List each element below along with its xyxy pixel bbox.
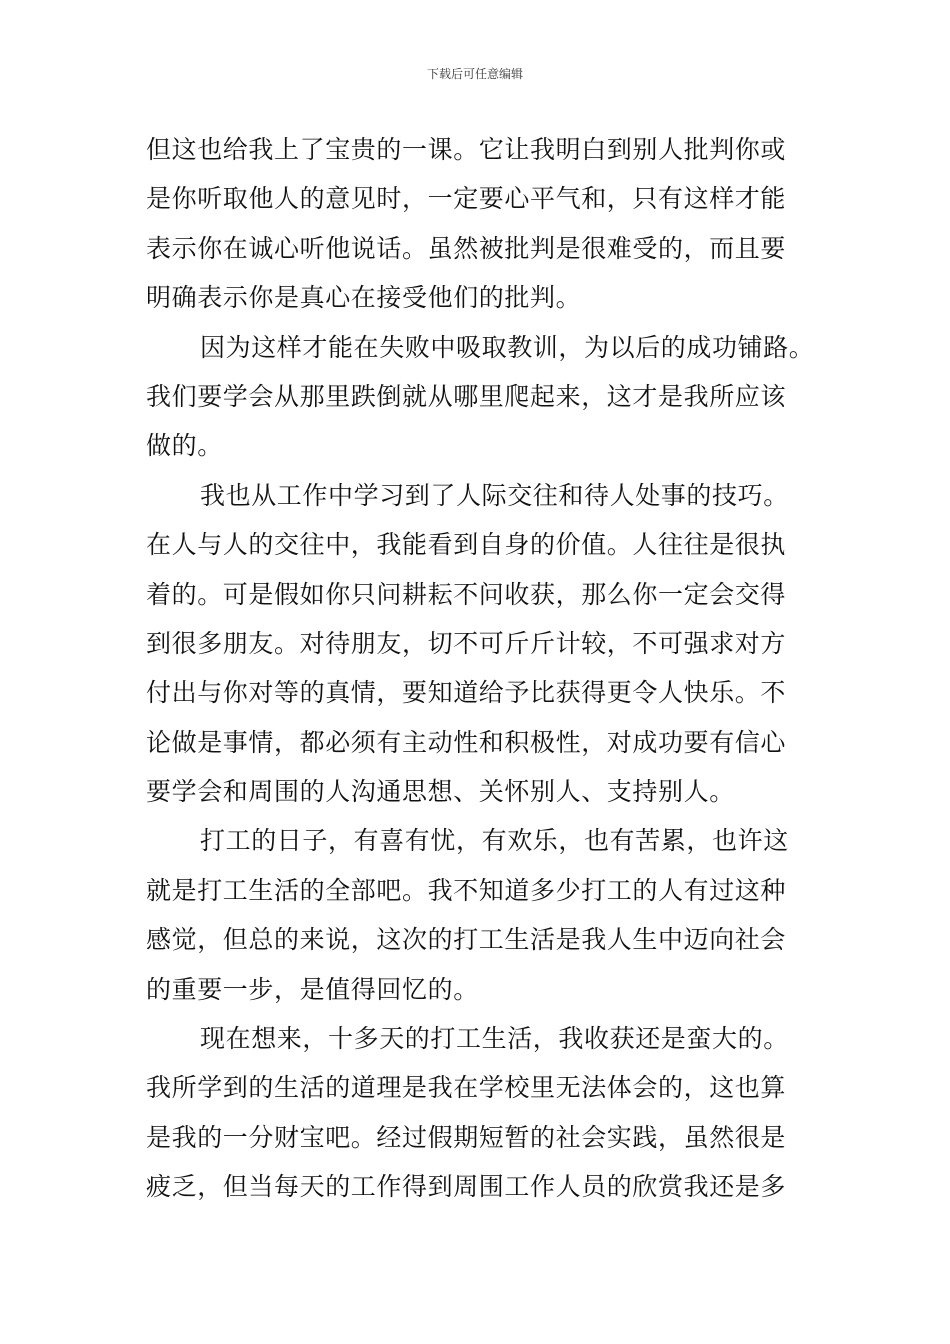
paragraph-first-line: 现在想来，十多天的打工生活，我收获还是蛮大的。 bbox=[200, 1024, 789, 1054]
text-line: 到很多朋友。对待朋友，切不可斤斤计较，不可强求对方 bbox=[146, 628, 787, 658]
text-line: 就是打工生活的全部吧。我不知道多少打工的人有过这种 bbox=[146, 875, 787, 905]
page-header-note: 下载后可任意编辑 bbox=[426, 67, 523, 81]
text-line: 在人与人的交往中，我能看到自身的价值。人往往是很执 bbox=[146, 530, 787, 560]
document-body bbox=[146, 130, 815, 1217]
paragraph-first-line: 我也从工作中学习到了人际交往和待人处事的技巧。 bbox=[200, 480, 789, 510]
text-line: 我们要学会从那里跌倒就从哪里爬起来，这才是我所应该 bbox=[146, 381, 787, 411]
text-line: 要学会和周围的人沟通思想、关怀别人、支持别人。 bbox=[146, 777, 735, 807]
text-line: 论做是事情，都必须有主动性和积极性，对成功要有信心 bbox=[146, 727, 787, 757]
text-line: 但这也给我上了宝贵的一课。它让我明白到别人批判你或 bbox=[146, 135, 787, 164]
text-line: 是你听取他人的意见时，一定要心平气和，只有这样才能 bbox=[146, 184, 787, 214]
text-line: 做的。 bbox=[146, 431, 223, 461]
text-line: 着的。可是假如你只问耕耘不问收获，那么你一定会交得 bbox=[146, 579, 787, 609]
text-line: 疲乏，但当每天的工作得到周围工作人员的欣赏我还是多 bbox=[146, 1172, 787, 1202]
text-line: 我所学到的生活的道理是我在学校里无法体会的，这也算 bbox=[146, 1073, 787, 1103]
text-line: 感觉，但总的来说，这次的打工生活是我人生中迈向社会 bbox=[146, 925, 787, 955]
text-line: 明确表示你是真心在接受他们的批判。 bbox=[146, 283, 582, 313]
text-line: 的重要一步，是值得回忆的。 bbox=[146, 974, 479, 1004]
text-line: 是我的一分财宝吧。经过假期短暂的社会实践，虽然很是 bbox=[146, 1122, 787, 1152]
paragraph-first-line: 因为这样才能在失败中吸取教训，为以后的成功铺路。 bbox=[200, 332, 815, 362]
text-line: 表示你在诚心听他说话。虽然被批判是很难受的，而且要 bbox=[146, 233, 787, 263]
text-line: 付出与你对等的真情，要知道给予比获得更令人快乐。不 bbox=[146, 678, 787, 708]
paragraph-first-line: 打工的日子，有喜有忧，有欢乐，也有苦累，也许这 bbox=[200, 826, 789, 856]
